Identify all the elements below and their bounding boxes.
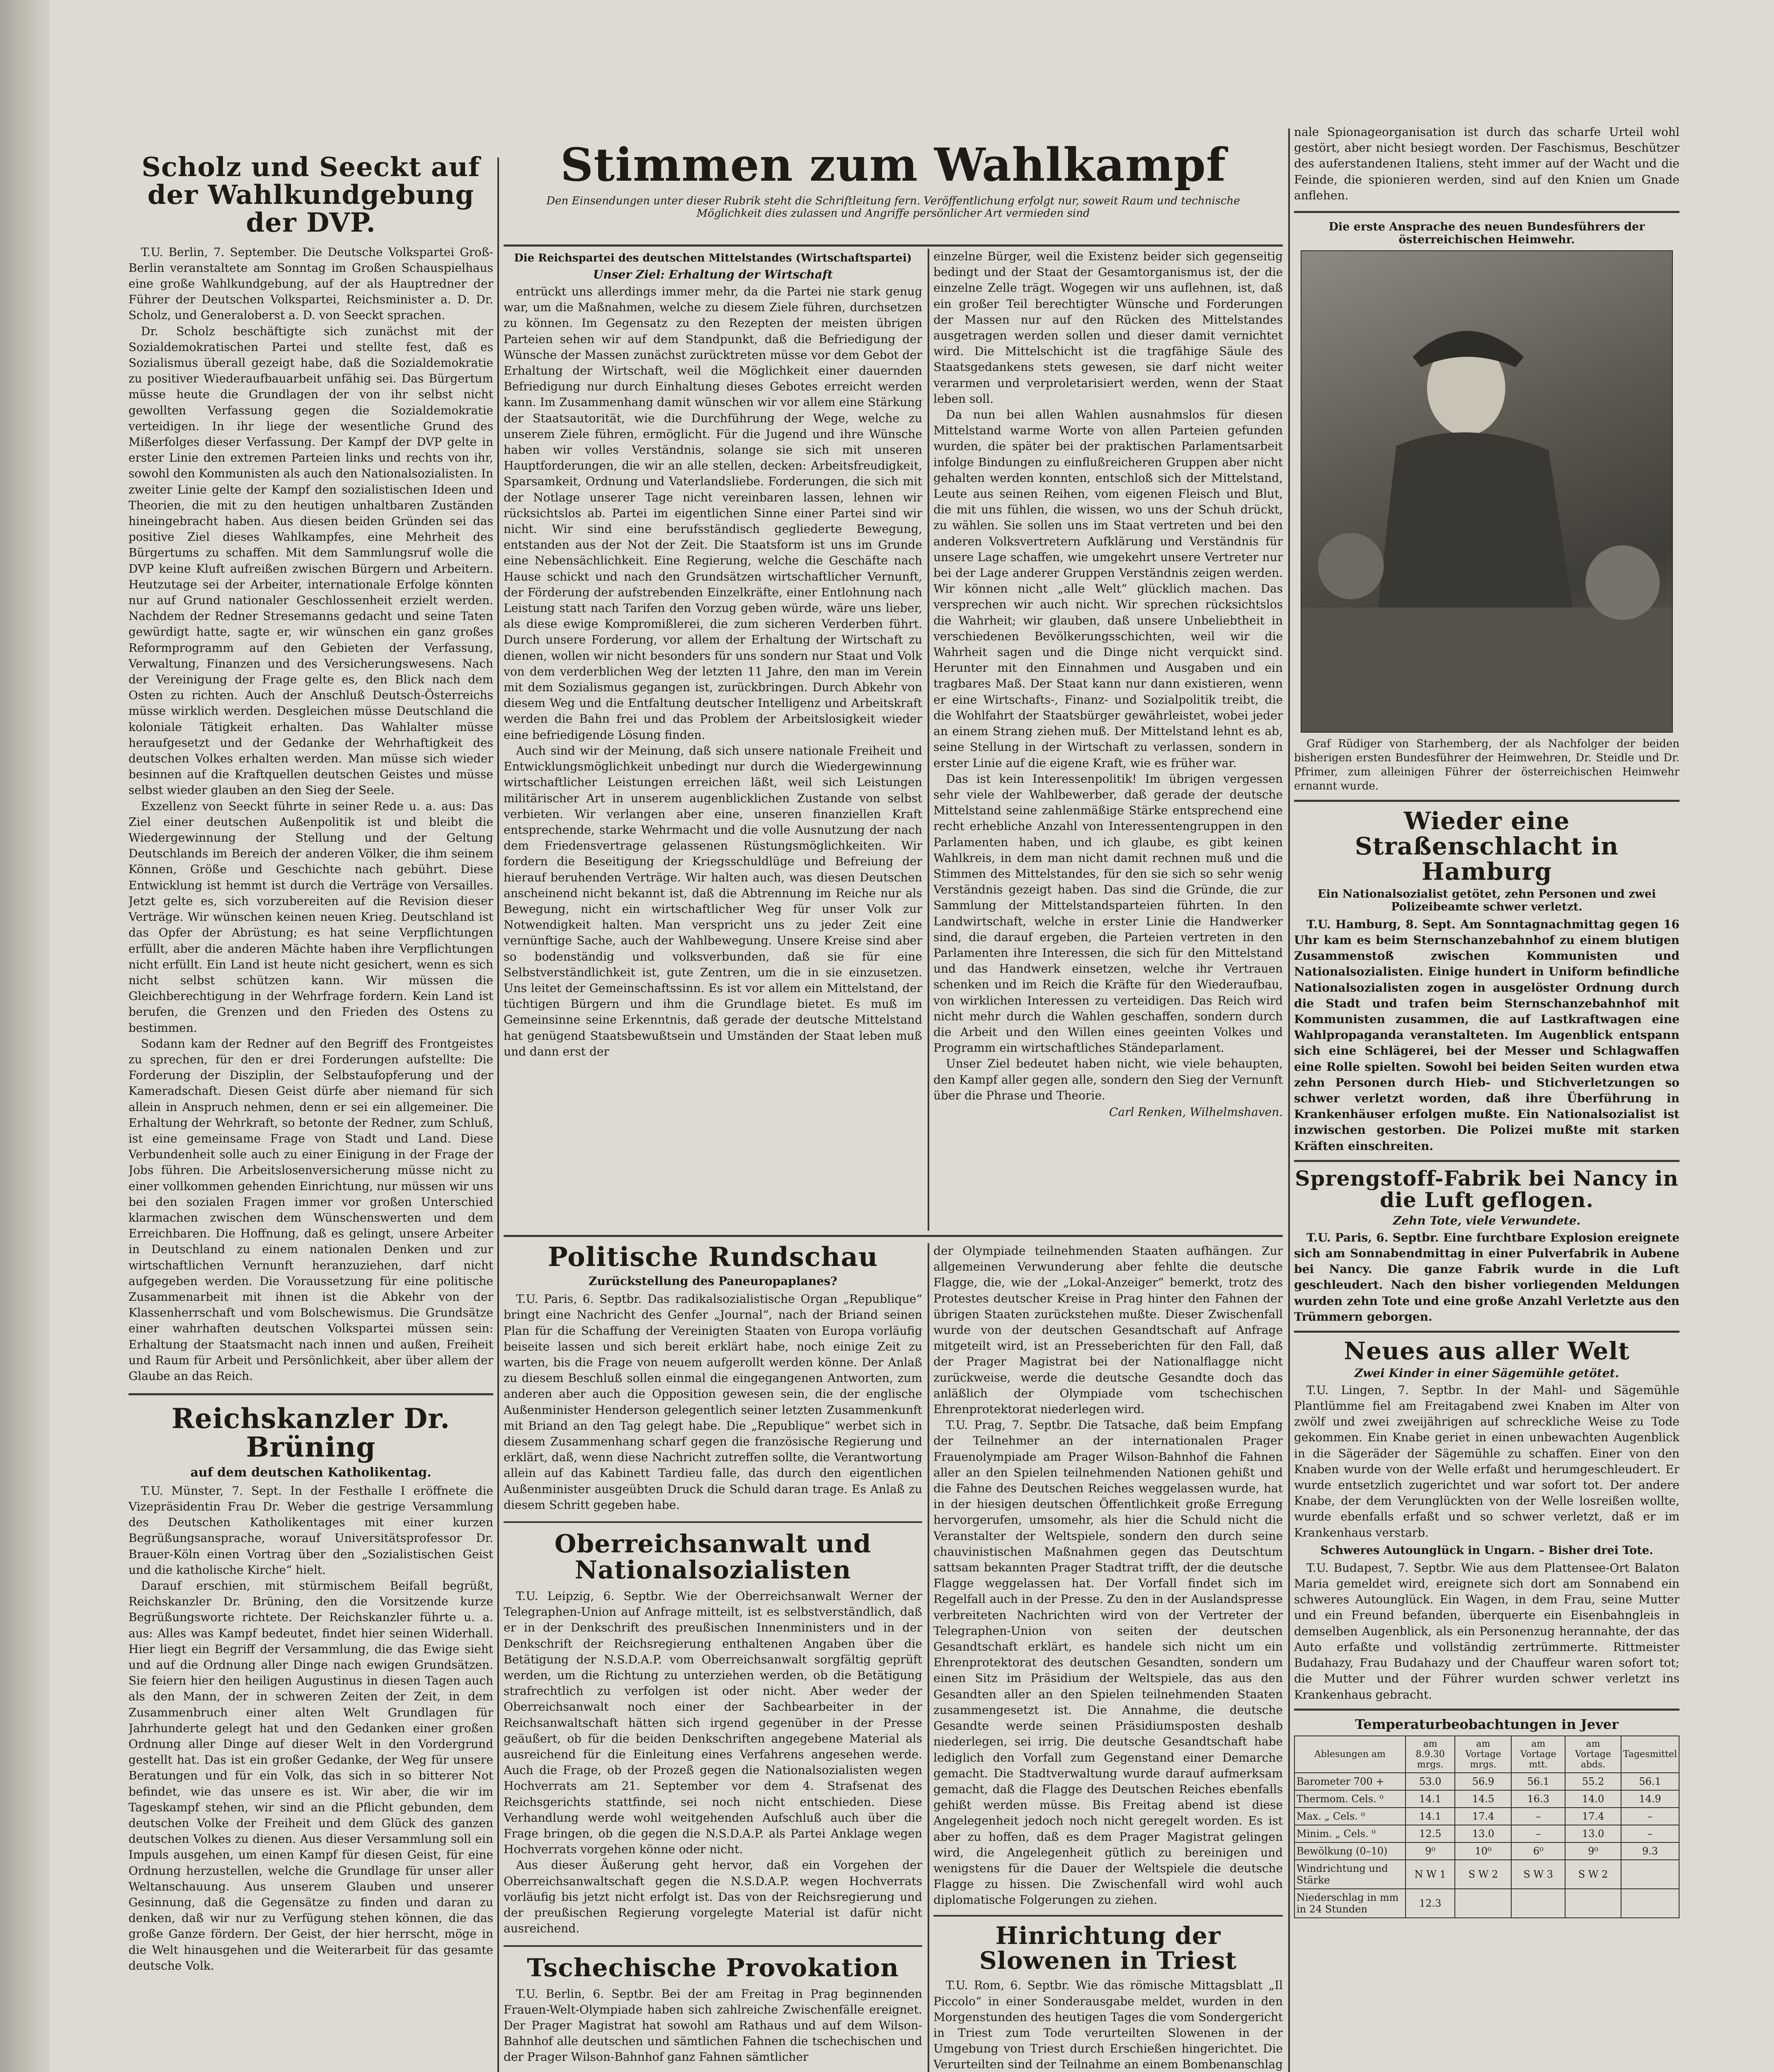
table-cell: – [1621, 1808, 1679, 1825]
table-cell [1621, 1889, 1679, 1918]
headline-politische-rundschau: Politische Rundschau [548, 1243, 878, 1273]
politics-column [504, 1243, 922, 2072]
subheadline-saegemuehle: Zwei Kinder in einer Sägemühle getötet. [1354, 1366, 1619, 1380]
article-paragraph: T.U. Leipzig, 6. Septbr. Wie der Oberreichsanwalt Werner der Telegraphen-Union auf Anfrage mitteilt, ist es selbstverständlich, daß er in der Denkschrift des preußischen Innenministers und in der Denkschrift der Reichsregierung enthaltenen Angaben über die Betätigung der N.S.D.A.P. vom Oberreichsanwalt sorgfältig geprüft werden, um die Richtung zu unterziehen werden, ob die Betätigung strafrechtlich zu verfolgen ist oder nicht. Aber weder der Oberreichsanwalt noch einer der Sachbearbeiter in der Reichsanwaltschaft hätten sich irgend gegenüber in der Presse geäußert, ob für die beiden Denkschriften angegebene Material als ausreichend für die Einleitung eines Verfahrens angesehen werde. Auch die Frage, ob der Prozeß gegen die Nationalsozialisten wegen Hochverrats am 21. September vor dem 4. Strafsenat des Reichsgerichts stattfinde, sei noch nicht entschieden. Diese Verhandlung werde wohl weitgehenden Aufschluß auch über die Frage bringen, ob die gegen die N.S.D.A.P. als Partei Anklage wegen Hochverrats vorgehen könne oder nicht. [504, 1589, 922, 1857]
table-cell: S W 2 [1565, 1860, 1621, 1889]
article-paragraph: T.U. Paris, 6. Septbr. Eine furchtbare Explosion ereignete sich am Sonnabendmittag in einer Pulverfabrik in Aubene bei Nancy. Die ganze Fabrik wurde in die Luft geschleudert. Nach den bisher vorliegenden Meldungen wurden zehn Tote und eine große Anzahl Verletzte aus den Trümmern geborgen. [1294, 1230, 1679, 1324]
article-paragraph: Aus dieser Äußerung geht hervor, daß ein Vorgehen der Oberreichsanwaltschaft gegen die N.S.D.A.P. wegen Hochverrats vorläufig bis jetzt nicht erfolgt ist. Das von der Reichsregierung und der preußischen Regierung vorgelegte Material ist dafür nicht ausreichend. [504, 1858, 922, 1936]
table-row [1294, 1808, 1679, 1825]
article-paragraph: T.U. Münster, 7. Sept. In der Festhalle I eröffnete die Vizepräsidentin Frau Dr. Weber die gestrige Versammlung des Deutschen Katholikentages mit einer kurzen Begrüßungsansprache, worauf Universitätsprofessor Dr. Brauer-Köln einen Vortrag über den „Sozialistischen Geist und die katholische Kirche“ hielt. [128, 1484, 493, 1577]
table-cell: 10⁰ [1455, 1842, 1511, 1860]
section-rule [128, 1393, 493, 1395]
table-cell: – [1621, 1825, 1679, 1842]
masthead-title: Stimmen zum Wahlkampf [560, 141, 1226, 191]
table-cell: 14.9 [1621, 1790, 1679, 1808]
article-paragraph: Exzellenz von Seeckt führte in seiner Rede u. a. aus: Das Ziel einer deutschen Außenpolitik ist und bleibt die Wiedergewinnung der Stellung und der Geltung Deutschlands im Bereich der anderen Völker, die ihm seinem Können, Größe und Geschichte nach gebührt. Diese Entwicklung ist hemmt ist durch die Verträge von Versailles. Jetzt gelte es, sich vorzubereiten auf die Revision dieser Verträge. Wir wünschen keinen neuen Krieg. Deutschland ist das Opfer der Abrüstung; es hat seine Verpflichtungen erfüllt, aber die anderen Mächte haben ihre Verpflichtungen nicht erfüllt. Ein Land ist heute nicht gesichert, wenn es sich nicht selbst schützen kann. Wir müssen die Gleichberechtigung in der Wehrfrage fordern. Kein Land ist berufen, die Grenzen und den Frieden des Ostens zu bestimmen. [128, 799, 493, 1035]
table-cell: 12.5 [1406, 1825, 1455, 1842]
table-cell: 16.3 [1511, 1790, 1565, 1808]
temperature-table [1294, 1736, 1679, 1918]
headline-neues-aus-aller-welt: Neues aus aller Welt [1344, 1336, 1630, 1365]
section-rule [1294, 1331, 1679, 1333]
table-row [1294, 1825, 1679, 1842]
table-cell [1455, 1889, 1511, 1918]
table-header: am Vortage mtt. [1511, 1736, 1565, 1773]
subheadline-nancy: Zehn Tote, viele Verwundete. [1393, 1213, 1581, 1227]
table-header: Tagesmittel [1621, 1736, 1679, 1773]
article-paragraph: der Olympiade teilnehmenden Staaten aufhängen. Zur allgemeinen Verwunderung aber fehlte die deutsche Flagge, die, wie der „Lokal-Anzeiger“ bemerkt, trotz des Protestes deutscher Kreise in Prag hinter den Fahnen der übrigen Staaten zurückstehen mußte. Dieser Zwischenfall wurde von der deutschen Gesandtschaft auf Anfrage mitgeteilt wird, ist an Presseberichten für den Fall, daß der Prager Magistrat bei der Nationalflagge nicht zurückweise, werde die deutsche Gesandte doch das anläßlich der Olympiade vom tschechischen Ehrenprotektorat niederlegen wird. [933, 1244, 1283, 1416]
table-row [1294, 1889, 1679, 1918]
section-rule [1294, 800, 1679, 802]
table-cell: 14.5 [1455, 1790, 1511, 1808]
section-rule [504, 1235, 1283, 1237]
table-cell: 17.4 [1565, 1808, 1621, 1825]
article-paragraph: Da nun bei allen Wahlen ausnahmslos für diesen Mittelstand warme Worte von allen Parteien gefunden wurden, die später bei der praktischen Parlamentsarbeit infolge Bindungen zu einflußreicheren Gruppen aber nicht gehalten werden konnten, entschloß sich der Mittelstand, Leute aus seinen Reihen, vom eigenen Fleisch und Blut, die mit uns fühlen, die wissen, wo uns der Schuh drückt, zu wählen. Sie sollen uns im Staat vertreten und bei den anderen Volksvertretern Aufklärung und Verständnis für unsere Lage schaffen, wie umgekehrt unsere Vertreter nur bei der Lage anderer Gruppen Verständnis zeigen werden. Wir können nicht „alle Welt“ glücklich machen. Das versprechen wir auch nicht. Wir sprechen rücksichtslos die Wahrheit; wir glauben, daß unsere Unbeliebtheit in verschiedenen Bevölkerungsschichten, weil wir die Wahrheit sagen und die Dinge nicht verquickt sind. Herunter mit den Einnahmen und Ausgaben und ein tragbares Maß. Der Staat kann nur dann existieren, wenn er eine Wirtschafts-, Finanz- und Sozialpolitik treibt, die die Wohlfahrt der Staatsbürger gewährleistet, wobei jeder an einem Strang ziehen muß. Der Mittelstand lehnt es ab, seine Stellung in der Wirtschaft zu verlassen, sondern in erster Linie auf die eigene Kraft, wie es früher war. [933, 408, 1283, 770]
table-cell: – [1511, 1808, 1565, 1825]
opinion-right-column [933, 249, 1283, 1231]
table-cell: Minim. „ Cels. ⁰ [1294, 1825, 1406, 1842]
author-signature: Carl Renken, Wilhelmshaven. [1109, 1105, 1283, 1119]
page-edge-shadow [0, 0, 50, 2072]
masthead-note: Den Einsendungen unter dieser Rubrik steht die Schriftleitung fern. Veröffentlichung erfolgt nur, soweit Raum und technische Möglichkeit dies zulassen und Angriffe persönlicher Art vermieden sind [546, 194, 1240, 220]
headline-slowenen: Hinrichtung der Slowenen in Triest [979, 1921, 1237, 1975]
section-rule [504, 244, 1283, 247]
table-cell: Barometer 700 + [1294, 1773, 1406, 1790]
headline-scholz-seeckt: Scholz und Seeckt auf der Wahlkundgebung der DVP. [141, 153, 480, 239]
table-cell: 17.4 [1455, 1808, 1511, 1825]
table-header: am Vortage mrgs. [1455, 1736, 1511, 1773]
table-cell: Bewölkung (0–10) [1294, 1842, 1406, 1860]
table-cell: 6⁰ [1511, 1842, 1565, 1860]
table-row [1294, 1773, 1679, 1790]
table-header: am 8.9.30 mrgs. [1406, 1736, 1455, 1773]
article-paragraph: Dr. Scholz beschäftigte sich zunächst mit der Sozialdemokratischen Partei und stellte fest, daß es Sozialismus überall gezeigt habe, daß die Sozialdemokratie zu positiver Wiederaufbauarbeit unfähig sei. Das Bürgertum müsse heute die Grundlagen der von ihr selbst nicht gewollten Verfassung gegen die Sozialdemokratie verteidigen. In ihr liege der wesentliche Grund des Mißerfolges dieser Verfassung. Der Kampf der DVP gelte in erster Linie den extremen Parteien links und rechts von ihr, sowohl den Kommunisten als auch den Nationalsozialisten. In zweiter Linie gelte der Kampf den sozialistischen Ideen und Theorien, die mit zu den heutigen unhaltbaren Zuständen hineingebracht haben. Aus diesen beiden Gründen sei das positive Ziel dieses Wahlkampfes, eine Mehrheit des Bürgertums zu schaffen. Mit dem Sammlungsruf wolle die DVP keine Kluft aufreißen zwischen Bürgern und Arbeitern. Heutzutage sei der Arbeiter, internationale Erfolge könnten nur auf Grund nationaler Geschlossenheit erzielt werden. Nachdem der Redner Stresemanns gedacht und seine Taten gewürdigt hatte, sagte er, wir wünschen ein ganz großes Reformprogramm auf den Gebieten der Verfassung, Verwaltung, Finanzen und des Versicherungswesens. Nach der Vereinigung der Frage gelte es, den Blick nach dem Osten zu richten. Auch der Anschluß Deutsch-Österreichs müsse wirklich werden. Desgleichen müsse Deutschland die koloniale Tätigkeit erhalten. Das Wahlalter müsse heraufgesetzt und der Gedanke der Wehrhaftigkeit des deutschen Volkes erhalten werden. Man müsse sich wieder besinnen auf die Kraftquellen deutschen Geistes und müsse selbst wieder glauben an den Sieg der Seele. [128, 324, 493, 797]
table-cell: 56.9 [1455, 1773, 1511, 1790]
table-cell: S W 3 [1511, 1860, 1565, 1889]
subheadline-paneuropa: Zurückstellung des Paneuropaplanes? [589, 1274, 837, 1288]
article-paragraph: Darauf erschien, mit stürmischem Beifall begrüßt, Reichskanzler Dr. Brüning, den die Vorsitzende kurze Begrüßungsworte richtete. Der Reichskanzler führte u. a. aus: Alles was Kampf bedeutet, findet hier seinen Widerhall. Hier liegt ein Begriff der Versammlung, die das Ewige sieht und auf die Ordnung aller Dinge nach ewigen Grundsätzen. Sie feiern hier den heiligen Augustinus in diesen Tagen auch als den Mann, der in schweren Zeiten der Zeit, in dem Zusammenbruch einer alten Welt Grundlagen für Jahrhunderte gelegt hat und den Gedanken einer großen Ordnung aller Dinge auf dieser Welt in den Vordergrund gestellt hat. Das ist ein großer Gedanke, der Weg für unsere Beratungen und für ein Volk, das sich in so bitterer Not befindet, wie das unsere es ist. Wir aber, die wir im Tageskampf stehen, wir sind an die Pflicht gebunden, dem deutschen Volke der Freiheit und dem Glück des ganzen deutschen Volkes zu dienen. Aus dieser Versammlung soll ein Impuls ausgehen, um einen Kampf für diesen Geist, für eine Ordnung herzustellen, welche die Grundlage für unser aller Weltanschauung. Aus unserem Glauben und unserer Gesinnung, daß die Gegensätze zu finden und daran zu denken, daß wir nur zu Verfügung stehen können, die das große Ganze fördern. Der Geist, der hier herrscht, möge in die Welt hinausgehen und die Weiterarbeit für das gesamte deutsche Volk. [128, 1579, 493, 1973]
table-header: am Vortage abds. [1565, 1736, 1621, 1773]
table-cell: S W 2 [1455, 1860, 1511, 1889]
photo-figure-graphic [1301, 251, 1672, 732]
table-cell: – [1511, 1825, 1565, 1842]
column-3-lower [933, 1243, 1283, 2072]
headline-oberreichsanwalt: Oberreichsanwalt und Nationalsozialisten [554, 1530, 872, 1585]
photo-caption: Graf Rüdiger von Starhemberg, der als Nachfolger der beiden bisherigen ersten Bundesführer der Heimwehren, Dr. Steidle und Dr. Pfrimer, zum alleinigen Führer der österreichischen Heimwehr ernannt wurde. [1294, 738, 1679, 793]
table-cell: N W 1 [1406, 1860, 1455, 1889]
table-cell: Max. „ Cels. ⁰ [1294, 1808, 1406, 1825]
article-paragraph: Das ist kein Interessenpolitik! Im übrigen vergessen sehr viele der Wahlbewerber, daß gerade der deutsche Mittelstand seine zahlenmäßige Stärke entsprechend eine recht erhebliche Anzahl von Interessentengruppen in den Parlamenten haben, und ich glaube, es gibt keinen Wahlkreis, in dem man nicht damit rechnen muß und die Stimmen des Mittelstandes, für den sie sich so sehr wenig Verständnis gezeigt haben. Das sind die Gründe, die zur Sammlung der Mittelstandsparteien führten. In den Landwirtschaft, welche in erster Linie die Handwerker sind, die darauf ergeben, die Parteien vertreten in den Parlamenten ihre Interessen, die sich für den Mittelstand und das Handwerk einsetzen, welche ihr Vertrauen schenken und im Reich die Kräfte für den Wiederaufbau, von wirklichen Interessen zu verteidigen. Das Reich wird nicht mehr durch die Wahlen geschaffen, sondern durch die Arbeit und den Willen eines geeinten Volkes und Programm ein wirtschaftliches Ständeparlament. [933, 772, 1283, 1055]
subheadline-hamburg: Ein Nationalsozialist getötet, zehn Personen und zwei Polizeibeamte schwer verletzt. [1317, 887, 1656, 913]
article-paragraph: T.U. Budapest, 7. Septbr. Wie aus dem Plattensee-Ort Balaton Maria gemeldet wird, ereignete sich dort am Sonnabend ein schweres Autounglück. Ein Wagen, in dem Frau, seine Mutter und ein Freund befanden, überquerte ein Eisenbahngleis in demselben Augenblick, als ein Personenzug herannahte, der das Auto erfaßte und vollständig zertrümmerte. Rittmeister Budahazy, Frau Budahazy und der Chauffeur waren sofort tot; die Mutter und der Führer wurden schwer verletzt ins Krankenhaus gebracht. [1294, 1561, 1679, 1702]
opinion-masthead [504, 141, 1283, 244]
photo-title: Die erste Ansprache des neuen Bundesführers der österreichischen Heimwehr. [1328, 220, 1645, 247]
article-paragraph: entrückt uns allerdings immer mehr, da die Partei nie stark genug war, um die Maßnahmen, welche zu diesem Ziele führen, durchsetzen zu können. Im Gegensatz zu den Rezepten der meisten übrigen Parteien sehen wir auf dem Standpunkt, daß die Befriedigung der Wünsche der Massen zunächst zurücktreten müsse vor dem Gebot der Erhaltung der Wirtschaft, weil die Möglichkeit einer dauernden Befriedigung nur durch Einhaltung dieses Gebotes erreicht werden kann. Im Zusammenhang damit wünschen wir vor allem eine Stärkung der Staatsautorität, wie die Durchführung der Wege, welche zu unserem Ziele führen, ermöglicht. Für die Jugend und ihre Wünsche haben wir volles Verständnis, solange sie sich mit unseren Hauptforderungen, die wir an alle stellen, decken: Arbeitsfreudigkeit, Sparsamkeit, Ordnung und Vaterlandsliebe. Forderungen, die sich mit der Notlage unserer Tage nicht vereinbaren lassen, lehnen wir rücksichtslos ab. Partei im eigentlichen Sinne einer Partei sind wir nicht. Wir sind eine berufsständisch gegliederte Bewegung, entstanden aus der Not der Zeit. Die Staatsform ist uns im Grunde eine Nebensächlichkeit. Eine Regierung, welche die Geschäfte nach Hause schickt und nach den Grundsätzen wirtschaftlicher Vernunft, der Förderung der aufstrebenden Einzelkräfte, einer Entlohnung nach Leistung statt nach Tarifen den Vorzug geben würde, wäre uns lieber, als diese ewige Kompromißlerei, die zum sicheren Verderben führt. Durch unsere Forderung, vor allem der Erhaltung der Wirtschaft zu dienen, wollen wir nicht besonders für uns sondern nur Staat und Volk von dem verderblichen Weg der letzten 11 Jahre, den man im Verein mit dem Sozialismus gegangen ist, zurückbringen. Durch Abkehr von diesem Weg und die Entfaltung deutscher Intelligenz und Arbeitskraft werden die Bahn frei und das Problem der Arbeitslosigkeit wieder eine befriedigende Lösung finden. [504, 285, 922, 742]
table-cell: 9⁰ [1565, 1842, 1621, 1860]
table-cell: 9⁰ [1406, 1842, 1455, 1860]
column-rule [1288, 128, 1290, 2072]
table-cell: Thermom. Cels. ⁰ [1294, 1790, 1406, 1808]
section-rule [1294, 1709, 1679, 1711]
headline-hamburg: Wieder eine Straßenschlacht in Hamburg [1355, 807, 1619, 886]
opinion-left-column [504, 249, 922, 1231]
table-cell: 13.0 [1565, 1825, 1621, 1842]
table-row [1294, 1842, 1679, 1860]
section-rule [1294, 211, 1679, 213]
photo-starhemberg [1301, 250, 1673, 733]
subheadline-ungarn: Schweres Autounglück in Ungarn. – Bisher drei Tote. [1320, 1544, 1653, 1557]
table-cell [1565, 1889, 1621, 1918]
table-cell: 12.3 [1406, 1889, 1455, 1918]
table-cell: Windrichtung und Stärke [1294, 1860, 1406, 1889]
table-cell [1511, 1889, 1565, 1918]
table-row [1294, 1790, 1679, 1808]
article-paragraph: T.U. Berlin, 7. September. Die Deutsche Volkspartei Groß-Berlin veranstaltete am Sonntag im Großen Schauspielhaus eine große Wahlkundgebung, auf der als Hauptredner der Führer der Deutschen Volkspartei, Reichsminister a. D. Dr. Scholz, und Generaloberst a. D. von Seeckt sprachen. [128, 245, 493, 322]
table-cell: 14.1 [1406, 1790, 1455, 1808]
article-paragraph: Unser Ziel bedeutet haben nicht, wie viele behaupten, den Kampf aller gegen alle, sondern den Sieg der Vernunft über die Phrase und Theorie. [933, 1057, 1283, 1102]
article-paragraph: T.U. Berlin, 6. Septbr. Bei der am Freitag in Prag beginnenden Frauen-Welt-Olympiade haben sich zahlreiche Zwischenfälle ereignet. Der Prager Magistrat hat sowohl am Rathaus und auf dem Wilson-Bahnhof alle deutschen und sämtlichen Fahnen die tschechischen und der Prager Wilson-Bahnhof ganz Fahnen sämtlicher [504, 1987, 922, 2064]
section-rule [504, 1521, 922, 1523]
table-cell: 55.2 [1565, 1773, 1621, 1790]
table-cell: 56.1 [1621, 1773, 1679, 1790]
column-1 [128, 153, 493, 2072]
subheadline-katholikentag: auf dem deutschen Katholikentag. [190, 1465, 431, 1480]
table-cell: 14.0 [1565, 1790, 1621, 1808]
column-rule [497, 157, 499, 2072]
section-rule [1294, 1160, 1679, 1162]
table-header: Ablesungen am [1294, 1736, 1406, 1773]
table-cell: 53.0 [1406, 1773, 1455, 1790]
article-paragraph: T.U. Lingen, 7. Septbr. In der Mahl- und Sägemühle Plantlümme fiel am Freitagabend zwei Knaben im Alter von zwölf und zwei zweijährigen auf schreckliche Weise zu Tode gekommen. Ein Knabe geriet in einen unbewachten Augenblick in die Sägeräder der Sägemühle zu schaffen. Einer von den Knaben wurde von der Welle erfaßt und herumgeschleudert. Er wurde entsetzlich zugerichtet und war sofort tot. Der andere Knabe, der dem Verunglückten von der Welle losreißen wollte, wurde ebenfalls erfaßt und so schwer verletzt, daß er im Krankenhaus verstarb. [1294, 1383, 1679, 1539]
party-title: Die Reichspartei des deutschen Mittelstandes (Wirtschaftspartei) [514, 252, 912, 264]
article-paragraph: T.U. Paris, 6. Septbr. Das radikalsozialistische Organ „Republique“ bringt eine Nachricht des Genfer „Journal“, nach der Briand seinen Plan für die Schaffung der Vereinigten Staaten von Europa vorläufig beiseite lassen und sich bereit erklärt habe, noch einige Zeit zu warten, bis die Frage von neuem aufgerollt werden könne. Der Anlaß zu diesem Beschluß sollen einmal die eingegangenen Antworten, zum anderen aber auch die Opposition gewesen sein, die der englische Außenminister Henderson gelegentlich seiner letzten Zusammenkunft mit Briand an den Tag gelegt habe. Die „Republique“ werbet sich in diesem Zusammenhang scharf gegen die französische Regierung und erklärt, daß, wenn diese Nachricht zutreffen sollte, die Verantwortung allein auf das Kabinett Tardieu falle, das durch den eigentlichen Außenminister ausgeübten Druck die Schuld daran trage. Es Anlaß zu diesem Schritt gegeben habe. [504, 1292, 922, 1512]
headline-nancy: Sprengstoff-Fabrik bei Nancy in die Luft geflogen. [1295, 1166, 1679, 1213]
headline-tschechische-provokation: Tschechische Provokation [527, 1953, 899, 1982]
section-rule [933, 1915, 1283, 1917]
article-paragraph: Auch sind wir der Meinung, daß sich unsere nationale Freiheit und Entwicklungsmöglichkeit unbedingt nur durch die Wiedergewinnung wirtschaftlicher Leistungen erreichen läßt, weil sich Leistungen militärischer Art in unserem augenblicklichen Zustande von selbst verbieten. Wir verlangen aber eine, unseren finanziellen Kraft entsprechende, starke Wehrmacht und die volle Ausnutzung der nach dem Friedensvertrage gelassenen Rüstungsmöglichkeiten. Wir fordern die Beseitigung der Kriegsschuldlüge und Befreiung der hierauf beruhenden Verträge. Wir halten auch, was diesen Deutschen anscheinend nicht bekannt ist, daß die Abtrennung im Reiche nur als Bewegung, nicht ein wirtschaftlicher Weg für unser Volk zur Notwendigkeit halten. Man verspricht uns zu jeder Zeit eine vernünftige Sache, auch der Wahlbewegung. Unsere Kreise sind aber so bodenständig und volksverbunden, daß sie für eine Selbstverständlichkeit ist, gute Zentren, um die in sie einzusetzen. Uns leitet der Gemeinschaftssinn. Es ist vor allem ein Mittelstand, der tüchtigen Bürgern und ihm die Grundlage bietet. Es muß im Gemeinsinne seine Erkenntnis, daß gerade der deutsche Mittelstand hat genügend Staatsbewußtsein und Umständen der Staat leben muß und dann erst der [504, 743, 922, 1058]
section-rule [504, 1945, 922, 1947]
table-cell: 13.0 [1455, 1825, 1511, 1842]
temperature-table-title: Temperaturbeobachtungen in Jever [1355, 1716, 1619, 1732]
table-header-row [1294, 1736, 1679, 1773]
table-cell: 14.1 [1406, 1808, 1455, 1825]
article-paragraph: nale Spionageorganisation ist durch das scharfe Urteil wohl gestört, aber nicht besiegt worden. Der Faschismus, Beschützer des auferstandenen Italiens, steht immer auf der Wacht und die Feinde, die spionieren werden, sind auf den Knien um Gnade anflehen. [1294, 125, 1679, 202]
headline-bruening: Reichskanzler Dr. Brüning [172, 1402, 450, 1464]
party-subtitle: Unser Ziel: Erhaltung der Wirtschaft [593, 268, 833, 281]
table-cell: Niederschlag in mm in 24 Stunden [1294, 1889, 1406, 1918]
column-rule [928, 1243, 929, 2072]
column-4 [1294, 124, 1679, 2072]
article-paragraph: einzelne Bürger, weil die Existenz beider sich gegenseitig bedingt und der Staat der Gesamtorganismus ist, der die einzelne Zelle trägt. Wogegen wir uns auflehnen, ist, daß ein großer Teil berechtigter Wünsche und Forderungen der Massen nur auf den Rücken des Mittelstandes ausgetragen werden sollen und dieser damit vernichtet wird. Die Mittelschicht ist die tragfähige Säule des Staatsgedankens stets gewesen, sie darf nicht weiter verarmen und verproletarisiert werden, wenn der Staat leben soll. [933, 249, 1283, 406]
article-paragraph: Sodann kam der Redner auf den Begriff des Frontgeistes zu sprechen, für den er drei Forderungen aufstellte: Die Forderung der Disziplin, der Selbstaufopferung und der Kameradschaft. Diesen Geist dürfe aber niemand für sich allein in Anspruch nehmen, denn er sei ein allgemeiner. Die Erhaltung der Wehrkraft, so betonte der Redner, zum Schluß, ist eine gemeinsame Frage von Stadt und Land. Diese Verbundenheit solle auch zu einer Einigung in der Frage der Jobs führen. Die Arbeitslosenversicherung müsse nicht zu einer vollkommen gehenden Einrichtung, nur müssen wir uns bei den sozialen Fragen immer vor großen Unterschied klarmachen zwischen dem Wünschenswerten und dem Erreichbaren. Die Hoffnung, daß es gelingt, unsere Arbeiter in Deutschland zu einem nationalen Denken und zur wirtschaftlichen Vernunft heranzuziehen, darf nicht aufgegeben werden. Die Voraussetzung für eine politische Zusammenarbeit mit ihnen ist die Abkehr von der Klassenherrschaft und vom Bolschewismus. Die Grundsätze einer wahrhaften deutschen Volkspartei müssen sein: Erhaltung der Staatsmacht nach innen und außen, Freiheit und Raum für Arbeit und Persönlichkeit, aber über allem der Glaube an das Reich. [128, 1036, 493, 1383]
table-cell [1621, 1860, 1679, 1889]
table-cell: 56.1 [1511, 1773, 1565, 1790]
table-row [1294, 1860, 1679, 1889]
column-rule [928, 249, 929, 1231]
article-paragraph: T.U. Prag, 7. Septbr. Die Tatsache, daß beim Empfang der Teilnehmer an der internationalen Prager Frauenolympiade am Prager Wilson-Bahnhof die Fahnen aller an den Spielen teilnehmenden Nationen gehißt und die Fahne des Deutschen Reiches weggelassen wurde, hat in der hiesigen deutschen Öffentlichkeit große Erregung hervorgerufen, umsomehr, als hier die Schuld nicht die Veranstalter der Weltspiele, sondern den durch seine chauvinistischen Maßnahmen gegen das Deutschtum sattsam bekannten Prager Stadtrat trifft, der die deutsche Flagge weggelassen hat. Der Vorfall findet sich im Regelfall auch in der Presse. Zu den in der Auslandspresse verbreiteten Nachrichten wird von der Vertreter der Telegraphen-Union von seiten der deutschen Gesandtschaft erklärt, es handele sich nicht um ein Ehrenprotektorat des deutschen Gesandten, sondern um einen Sitz im Präsidium der Weltspiele, das aus den Gesandten aller an den Spielen teilnehmenden Staaten zusammengesetzt ist. Die Annahme, die deutsche Gesandte werde seinen Präsidiumsposten deshalb niederlegen, sei irrig. Die deutsche Gesandtschaft habe lediglich den Vorfall zum Gegenstand einer Demarche gemacht. Die Stadtverwaltung wurde darauf aufmerksam gemacht, daß die Flagge des Deutschen Reiches ebenfalls gehißt werden müsse. Bis Freitag abend ist diese Angelegenheit jedoch noch nicht geregelt worden. Es ist aber zu hoffen, daß es dem Prager Magistrat gelingen wird, die Angelegenheit gütlich zu bereinigen und wenigstens für die Dauer der Weltspiele die deutsche Flagge zu hissen. Die Zwischenfall wird wohl auch diplomatische Folgerungen zu ziehen. [933, 1418, 1283, 1907]
article-paragraph: T.U. Rom, 6. Septbr. Wie das römische Mittagsblatt „Il Piccolo“ in einer Sonderausgabe meldet, wurden in den Morgenstunden des heutigen Tages die vom Sondergericht in Triest zum Tode verurteilten Slowenen in der Umgebung von Triest durch Erschießen hingerichtet. Die Verurteilten sind der Teilnahme an einem Bombenanschlag [933, 1978, 1283, 2072]
table-cell: 9.3 [1621, 1842, 1679, 1860]
article-paragraph: T.U. Hamburg, 8. Sept. Am Sonntagnachmittag gegen 16 Uhr kam es beim Sternschanzebahnhof zu einem blutigen Zusammenstoß zwischen Kommunisten und Nationalsozialisten. Einige hundert in Uniform befindliche Nationalsozialisten zogen in ausgelöster Ordnung durch die Stadt und trafen beim Sternschanzebahnhof mit Kommunisten zusammen, die auf Lastkraftwagen eine Wahlpropaganda veranstalteten. Im Augenblick entspann sich eine Schlägerei, bei der Messer und Schlagwaffen eine Rolle spielten. Sowohl bei beiden Seiten wurden etwa zehn Personen durch Hieb- und Stichverletzungen so schwer verletzt worden, daß ihre Überführung in Krankenhäuser erfolgen mußte. Ein Nationalsozialist ist inzwischen gestorben. Die Polizei mußte mit starken Kräften einschreiten. [1294, 917, 1679, 1153]
